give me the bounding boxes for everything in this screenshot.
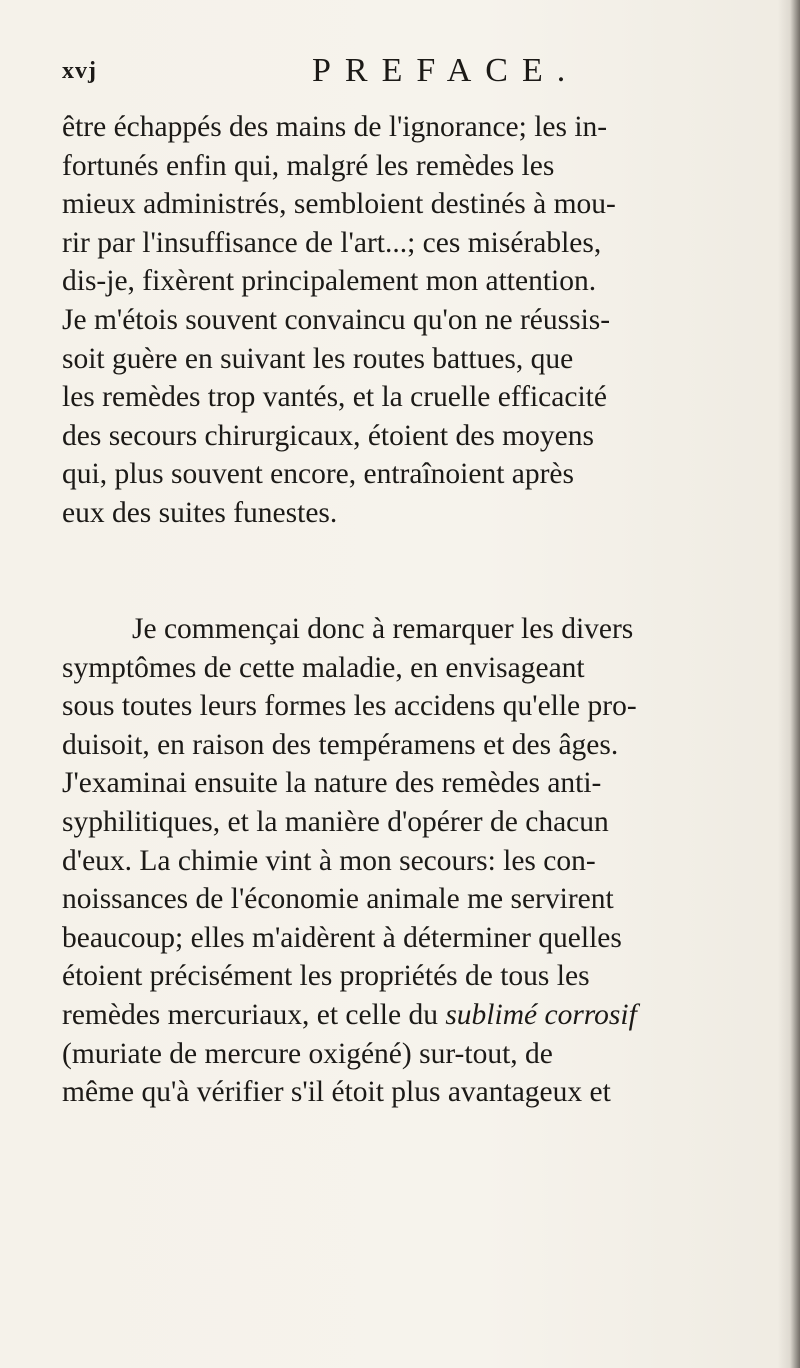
text-line: mieux administrés, sembloient destinés à mou- xyxy=(62,188,616,221)
text-line-with-italic xyxy=(62,996,772,1035)
text-line: même qu'à vérifier s'il étoit plus avantageux et xyxy=(62,1076,611,1109)
page-header xyxy=(62,52,762,102)
text-line: dis-je, fixèrent principalement mon attention. xyxy=(62,265,597,298)
text-line: symptômes de cette maladie, en envisageant xyxy=(62,651,585,684)
text-line: duisoit, en raison des tempéramens et des âges. xyxy=(62,728,619,761)
text-line: d'eux. La chimie vint à mon secours: les con- xyxy=(62,844,596,877)
italic-term: sublimé corrosif xyxy=(445,998,637,1031)
text-line: des secours chirurgicaux, étoient des moyens xyxy=(62,419,594,452)
text-line: Je commençai donc à remarquer les divers xyxy=(132,613,634,645)
text-line: (muriate de mercure oxigéné) sur-tout, de xyxy=(62,1037,553,1070)
text-line: eux des suites funestes. xyxy=(62,496,338,529)
text-line: fortunés enfin qui, malgré les remèdes les xyxy=(62,149,555,182)
text-line: sous toutes leurs formes les accidens qu'elle pro- xyxy=(62,690,637,723)
text-line: étoient précisément les propriétés de tous les xyxy=(62,960,590,993)
text-line: qui, plus souvent encore, entraînoient après xyxy=(62,458,575,491)
text-line: Je m'étois souvent convaincu qu'on ne réussis- xyxy=(62,303,611,336)
text-line: rir par l'insuffisance de l'art...; ces misérables, xyxy=(62,226,602,259)
text-line: soit guère en suivant les routes battues, que xyxy=(62,342,574,375)
text-fragment: remèdes mercuriaux, et celle du xyxy=(62,998,438,1031)
text-line: syphilitiques, et la manière d'opérer de chacun xyxy=(62,805,609,838)
page-number: xvj xyxy=(62,58,97,84)
paragraph-2 xyxy=(62,610,772,1112)
running-title: PREFACE. xyxy=(312,52,580,89)
page-edge-shadow xyxy=(778,0,800,1368)
text-line: les remèdes trop vantés, et la cruelle efficacité xyxy=(62,381,607,414)
text-line: noissances de l'économie animale me servirent xyxy=(62,883,614,916)
text-line: être échappés des mains de l'ignorance; les in- xyxy=(62,111,608,143)
text-line: beaucoup; elles m'aidèrent à déterminer quelles xyxy=(62,921,622,954)
text-line: J'examinai ensuite la nature des remèdes anti- xyxy=(62,767,602,800)
paragraph-1 xyxy=(62,108,772,533)
